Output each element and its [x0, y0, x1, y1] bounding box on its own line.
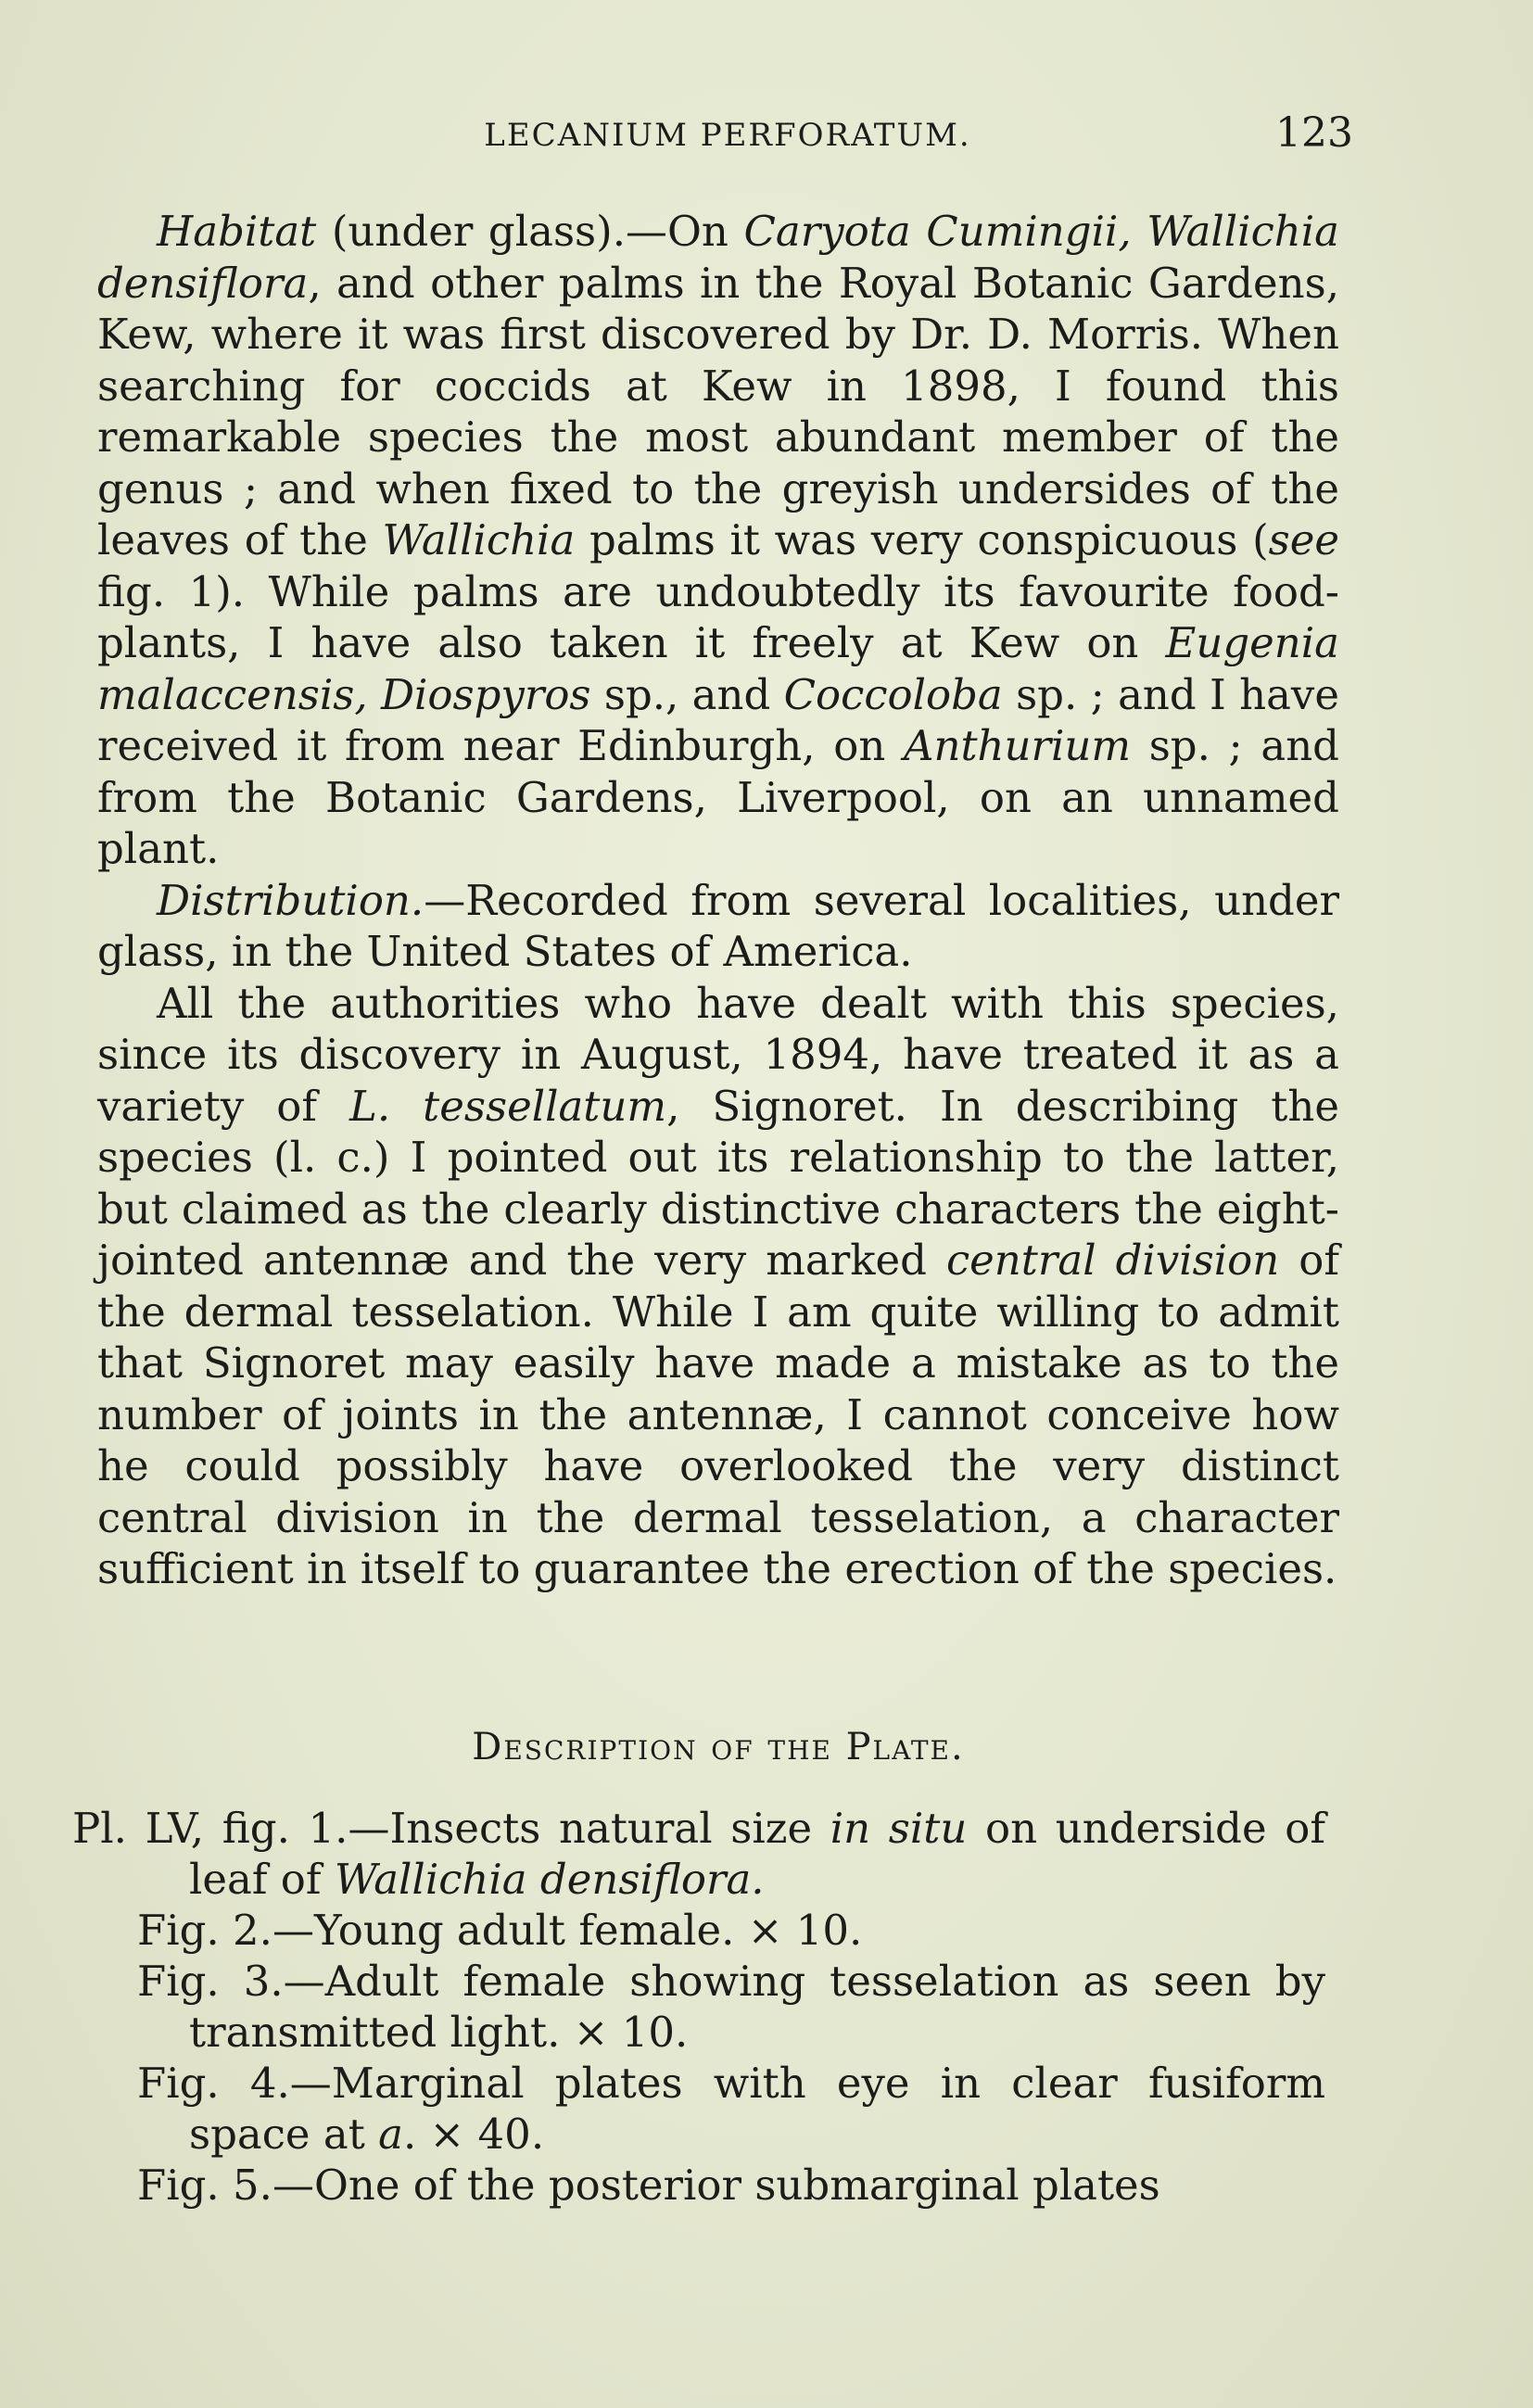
italic-run-1: L. tessellatum [349, 1081, 667, 1131]
italic-run-0: Distribution. [157, 875, 424, 925]
italic-run-8: Eugenia malaccensis, Diospyros [97, 618, 1339, 719]
italic-run-6: see [1268, 515, 1339, 564]
plate-item-fig-1 [72, 1803, 1325, 1905]
text-run-2: on underside of leaf of [189, 1804, 1325, 1904]
italic-run-2: Caryota Cumingii, Wallichia densiflora [97, 207, 1339, 308]
text-run-3: , and other palms in the Royal Botanic Gardens, Kew, where it was first discovered by Dr. D. Morris. When searching for coccids at Kew in 1898, I found this remarkable species the most abundant member of the genus ; and when fixed to the greyish undersides of the leaves of the [97, 258, 1339, 564]
text-run-1: (under glass).—On [316, 207, 744, 256]
italic-run-0: Habitat [157, 207, 317, 256]
italic-run-3: Wallichia densiflora. [334, 1855, 765, 1904]
page-number: 123 [1275, 109, 1353, 157]
paragraph-habitat [97, 206, 1339, 875]
italic-run-4: Wallichia [382, 515, 576, 564]
italic-run-12: Anthurium [903, 721, 1132, 770]
paragraph-authorities [97, 978, 1339, 1595]
text-run-13: sp. ; and from the Botanic Gardens, Liverpool, on an unnamed plant. [97, 721, 1339, 873]
text-run-11: sp. ; and I have received it from near Edinburgh, on [97, 669, 1339, 770]
italic-run-3: central division [945, 1236, 1280, 1285]
text-run-0: Fig. 2.—Young adult female. × 10. [137, 1906, 863, 1955]
italic-run-1: a [378, 2110, 403, 2159]
plate-description-list [72, 1803, 1325, 2211]
text-run-4: of the dermal tesselation. While I am quite willing to admit that Signoret may easily have made a mistake as to the number of joints in the antennæ, I cannot conceive how he could possibly have overlooked the very distinct central division in the dermal tesselation, a character sufficient in itself to guarantee the erection of the species. [97, 1236, 1339, 1593]
text-run-9: sp., and [590, 669, 784, 719]
plate-item-fig-3 [72, 1956, 1325, 2058]
text-run-0: All the authorities who have dealt with this species, since its discovery in August, 1894, have treated it as a variety of [97, 978, 1339, 1131]
text-run-2: . × 40. [402, 2110, 545, 2159]
text-run-0: Fig. 5.—One of the posterior submarginal plates [137, 2161, 1160, 2210]
text-run-0: Pl. LV, fig. 1.—Insects natural size [72, 1804, 830, 1853]
text-run-7: fig. 1). While palms are undoubtedly its favourite food-plants, I have also taken it freely at Kew on [97, 566, 1339, 667]
text-run-0: Fig. 4.—Marginal plates with eye in clear fusiform space at [137, 2059, 1325, 2159]
plate-item-fig-5 [72, 2160, 1325, 2211]
text-run-5: palms it was very conspicuous ( [575, 515, 1269, 564]
italic-run-10: Coccoloba [783, 669, 1003, 719]
text-run-2: , Signoret. In describing the species (l. c.) I pointed out its relationship to the latter, but claimed as the clearly distinctive characters the eight-jointed antennæ and the very marked [97, 1081, 1339, 1285]
italic-run-1: in situ [830, 1804, 968, 1853]
text-run-1: —Recorded from several localities, under glass, in the United States of America. [97, 875, 1339, 976]
running-title: LECANIUM PERFORATUM. [484, 117, 971, 154]
plate-item-fig-4 [72, 2058, 1325, 2160]
plate-item-fig-2 [72, 1905, 1325, 1956]
paragraph-distribution [97, 875, 1339, 978]
text-run-0: Fig. 3.—Adult female showing tesselation as seen by transmitted light. × 10. [137, 1957, 1325, 2057]
plate-heading: Description of the Plate. [472, 1726, 965, 1768]
page-header [102, 109, 1353, 165]
body-text [97, 206, 1339, 1595]
